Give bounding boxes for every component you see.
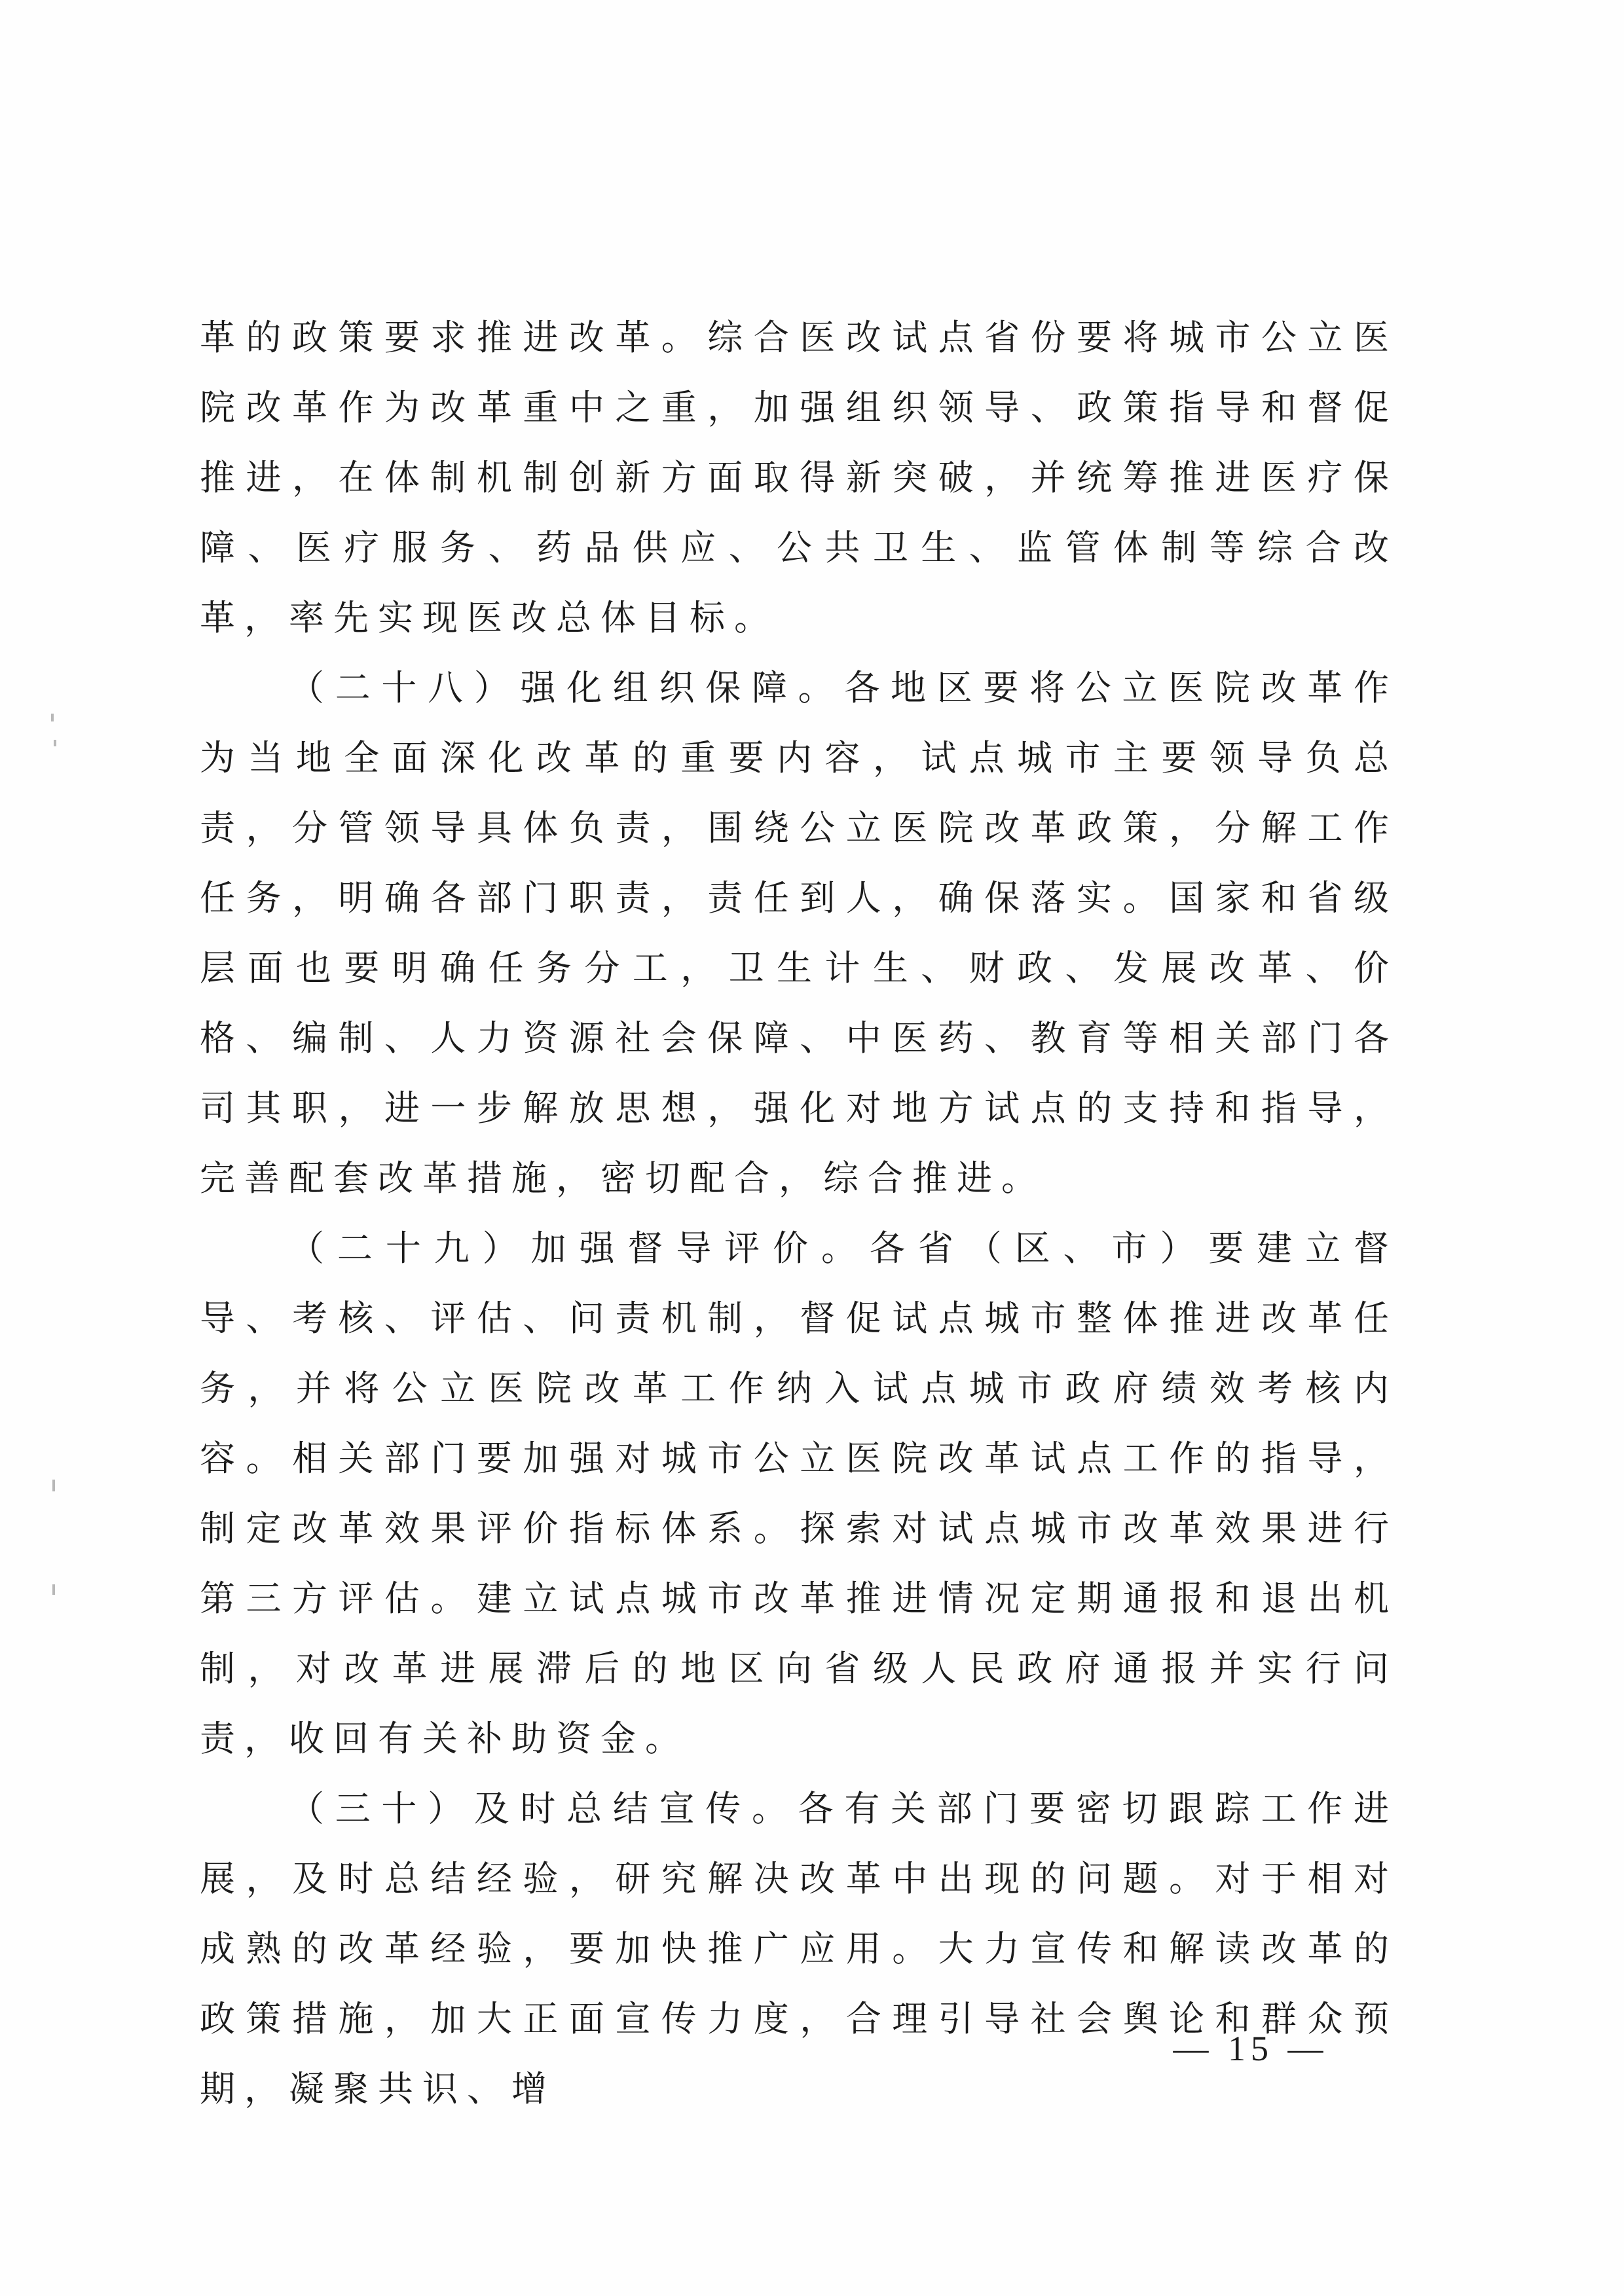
scan-artifact-mark	[51, 714, 54, 721]
paragraph-29-supervision-evaluation: （二十九）加强督导评价。各省（区、市）要建立督导、考核、评估、问责机制，督促试点城市整体推进改革任务，并将公立医院改革工作纳入试点城市政府绩效考核内容。相关部门要加强对城市公立医院改革试点工作的指导，制定改革效果评价指标体系。探索对试点城市改革效果进行第三方评估。建立试点城市改革推进情况定期通报和退出机制，对改革进展滞后的地区向省级人民政府通报并实行问责，收回有关补助资金。	[200, 1228, 1398, 1759]
body-text	[200, 302, 1398, 2124]
scan-artifact-mark	[52, 1480, 55, 1491]
paragraph-30-summary-publicity: （三十）及时总结宣传。各有关部门要密切跟踪工作进展，及时总结经验，研究解决改革中出现的问题。对于相对成熟的改革经验，要加快推广应用。大力宣传和解读改革的政策措施，加大正面宣传力度，合理引导社会舆论和群众预期，凝聚共识、增	[200, 1788, 1398, 2109]
scan-artifact-mark	[54, 740, 56, 746]
paragraph-continuation: 革的政策要求推进改革。综合医改试点省份要将城市公立医院改革作为改革重中之重，加强组织领导、政策指导和督促推进，在体制机制创新方面取得新突破，并统筹推进医疗保障、医疗服务、药品供应、公共卫生、监管体制等综合改革，率先实现医改总体目标。	[200, 317, 1398, 638]
page-number: — 15 —	[1173, 2029, 1329, 2068]
paragraph-28-organization-guarantee: （二十八）强化组织保障。各地区要将公立医院改革作为当地全面深化改革的重要内容，试点城市主要领导负总责，分管领导具体负责，围绕公立医院改革政策，分解工作任务，明确各部门职责，责任到人，确保落实。国家和省级层面也要明确任务分工，卫生计生、财政、发展改革、价格、编制、人力资源社会保障、中医药、教育等相关部门各司其职，进一步解放思想，强化对地方试点的支持和指导，完善配套改革措施，密切配合，综合推进。	[200, 667, 1398, 1199]
scan-artifact-mark	[52, 1584, 55, 1595]
